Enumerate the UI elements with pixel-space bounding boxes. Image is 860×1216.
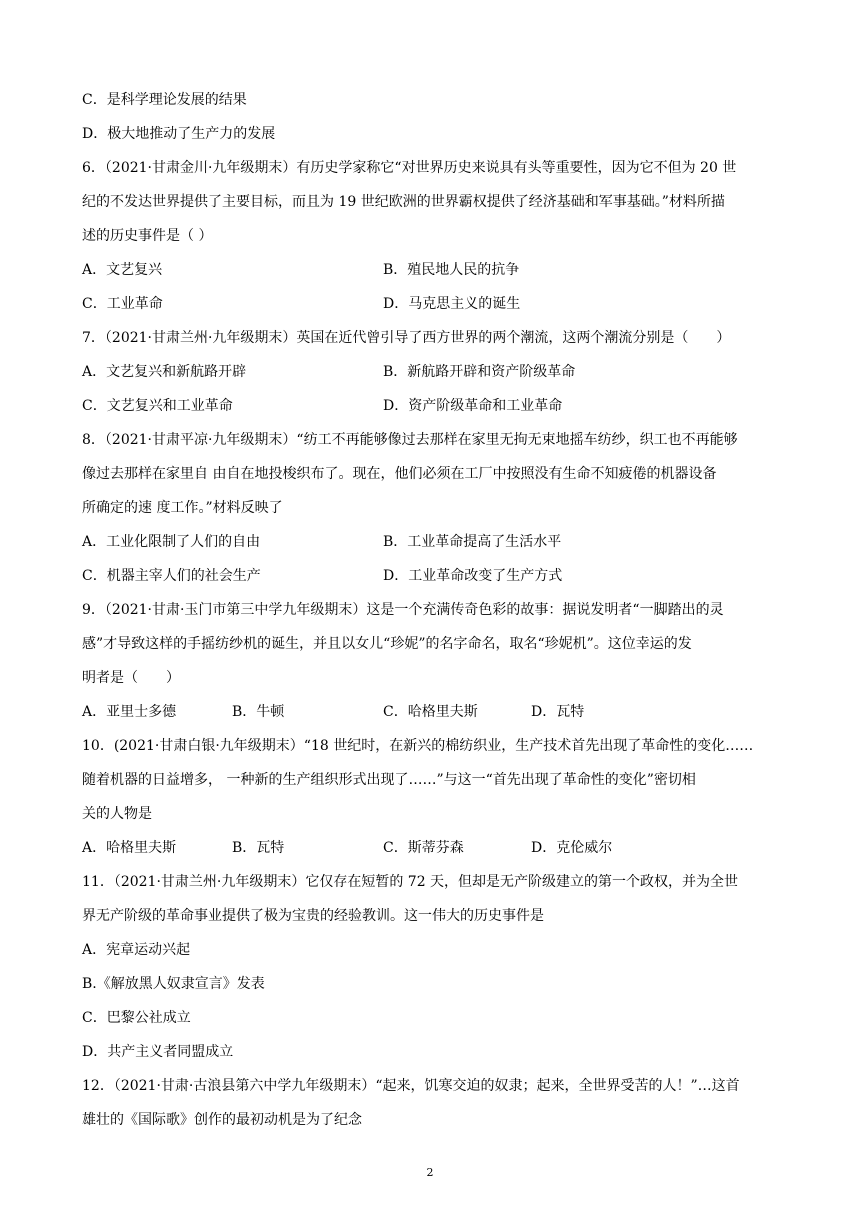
text-line: C．是科学理论发展的结果	[82, 92, 247, 108]
answer-option: D．工业革命改变了生产方式	[383, 568, 563, 584]
answer-option: D．资产阶级革命和工业革命	[383, 398, 563, 414]
answer-option: C．哈格里夫斯	[383, 704, 478, 720]
text-line: B.《解放黑人奴隶宣言》发表	[82, 976, 265, 992]
answer-option: A．亚里士多德	[82, 704, 177, 720]
answer-option: B．瓦特	[232, 840, 285, 856]
answer-option: A．文艺复兴	[82, 262, 163, 278]
text-line: 关的人物是	[82, 806, 152, 822]
text-line: D．极大地推动了生产力的发展	[82, 126, 276, 142]
answer-option: D．瓦特	[531, 704, 585, 720]
text-line: 10．(2021·甘肃白银·九年级期末）“18 世纪时，在新兴的棉纺织业，生产技术首先出现了革命性的变化……	[82, 738, 754, 754]
text-line: 所确定的速 度工作。”材料反映了	[82, 500, 283, 516]
answer-option: C．工业革命	[82, 296, 163, 312]
text-line: 11．（2021·甘肃兰州·九年级期末）它仅存在短暂的 72 天，但却是无产阶级建立的第一个政权，并为全世	[82, 874, 739, 890]
text-line: 纪的不发达世界提供了主要目标，而且为 19 世纪欧洲的世界霸权提供了经济基础和军事基础。”材料所描	[82, 194, 725, 210]
answer-option: A．文艺复兴和新航路开辟	[82, 364, 247, 380]
page-number: 2	[426, 1166, 434, 1179]
text-line: 感”才导致这样的手摇纺纱机的诞生，并且以女儿“珍妮”的名字命名，取名“珍妮机”。这位幸运的发	[82, 636, 692, 652]
text-line: C．巴黎公社成立	[82, 1010, 191, 1026]
text-line: 像过去那样在家里自 由自在地投梭织布了。现在，他们必须在工厂中按照没有生命不知疲倦的机器设备	[82, 466, 717, 482]
text-line: 述的历史事件是（ ）	[82, 228, 213, 244]
text-line: D．共产主义者同盟成立	[82, 1044, 234, 1060]
answer-option: A．工业化限制了人们的自由	[82, 534, 261, 550]
answer-option: C．机器主宰人们的社会生产	[82, 568, 261, 584]
answer-option: A．哈格里夫斯	[82, 840, 177, 856]
answer-option: C．文艺复兴和工业革命	[82, 398, 233, 414]
answer-option: C．斯蒂芬森	[383, 840, 464, 856]
text-line: 雄壮的《国际歌》创作的最初动机是为了纪念	[82, 1112, 362, 1128]
text-line: 12．（2021·甘肃·古浪县第六中学九年级期末）“起来，饥寒交迫的奴隶；起来，全世界受苦的人！”…这首	[82, 1078, 740, 1094]
answer-option: B．工业革命提高了生活水平	[383, 534, 562, 550]
answer-option: B．新航路开辟和资产阶级革命	[383, 364, 576, 380]
answer-option: B．殖民地人民的抗争	[383, 262, 520, 278]
text-line: A．宪章运动兴起	[82, 942, 191, 958]
answer-option: D．克伦威尔	[531, 840, 613, 856]
text-line: 7．（2021·甘肃兰州·九年级期末）英国在近代曾引导了西方世界的两个潮流，这两个潮流分别是（ ）	[82, 330, 731, 346]
text-line: 8．（2021·甘肃平凉·九年级期末）“纺工不再能够像过去那样在家里无拘无束地摇车纺纱，织工也不再能够	[82, 432, 738, 448]
text-line: 界无产阶级的革命事业提供了极为宝贵的经验教训。这一伟大的历史事件是	[82, 908, 544, 924]
answer-option: B．牛顿	[232, 704, 285, 720]
answer-option: D．马克思主义的诞生	[383, 296, 521, 312]
text-line: 随着机器的日益增多， 一种新的生产组织形式出现了……”与这一“首先出现了革命性的变化”密切相	[82, 772, 696, 788]
text-line: 明者是（ ）	[82, 670, 180, 686]
text-line: 9．（2021·甘肃·玉门市第三中学九年级期末）这是一个充满传奇色彩的故事：据说发明者“一脚踏出的灵	[82, 602, 724, 618]
text-line: 6．（2021·甘肃金川·九年级期末）有历史学家称它“对世界历史来说具有头等重要性，因为它不但为 20 世	[82, 160, 737, 176]
